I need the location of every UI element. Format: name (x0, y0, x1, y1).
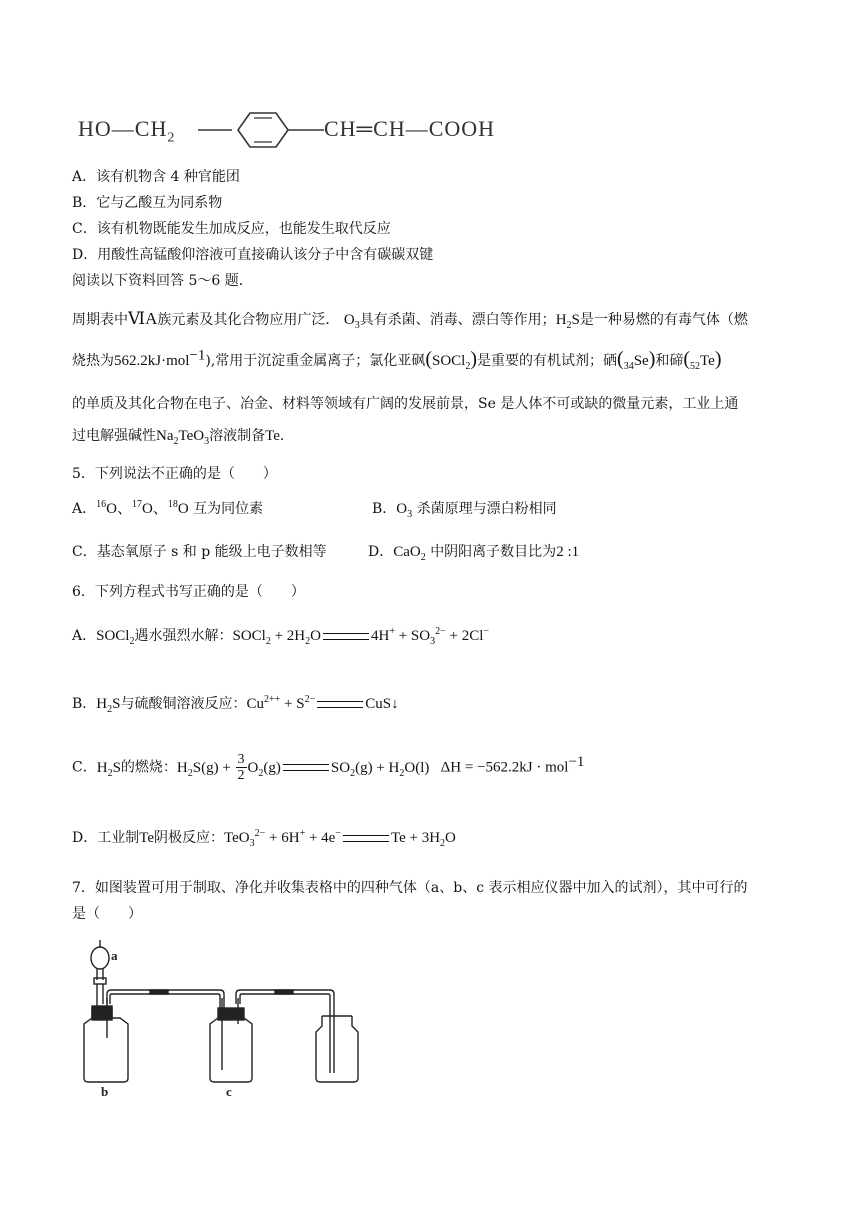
q4-option-a: A．该有机物含 4 种官能团 (72, 169, 240, 185)
reading-intro: 阅读以下资料回答 5～6 题． (72, 273, 253, 289)
formula-left-sub: 2 (167, 130, 176, 146)
formula-right: CH═CH—COOH (324, 116, 496, 141)
structural-formula (78, 116, 175, 146)
flask-b-icon (84, 998, 128, 1082)
formula-left: HO—CH (78, 116, 168, 141)
label-a: a (111, 948, 118, 963)
q6-option-d: D．工业制Te阴极反应：TeO$_3^{2-}$ + 6H+ + 4e− $Te + 3H_2O$ (72, 828, 456, 849)
q4-option-d: D．用酸性高锰酸仰溶液可直接确认该分子中含有碳碳双键 (72, 247, 434, 263)
q6-stem: 6．下列方程式书写正确的是（ ） (72, 584, 305, 600)
q5-stem: 5．下列说法不正确的是（ ） (72, 466, 277, 482)
passage-line-1: 周期表中ⅥA族元素及其化合物应用广泛． $O_3$具有杀菌、消毒、漂白等作用；$H_2S$是一种易燃的有毒气体（燃 (72, 309, 748, 331)
q5-option-d: D．CaO$_2$ 中阴阳离子数目比为2 :1 (368, 544, 580, 563)
gas-collecting-bottle-icon (316, 1016, 358, 1082)
q7-stem-line-1: 7．如图装置可用于制取、净化并收集表格中的四种气体（a、b、c 表示相应仪器中加入的试剂），其中可行的 (72, 880, 748, 896)
label-b: b (101, 1084, 109, 1099)
passage-line-4: 过电解强碱性$Na_2TeO_3$溶液制备Te. (72, 428, 285, 447)
q4-option-b: B．它与乙酸互为同系物 (72, 195, 223, 211)
benzene-ring-icon (198, 108, 328, 152)
q5-option-b: B．$O_3$ 杀菌原理与漂白粉相同 (372, 501, 557, 520)
gas-apparatus-diagram (70, 938, 370, 1103)
q6-option-c: C．$H_2S$的燃烧：$H_2S(g)$ + $\frac{3}{2}$ $O_2(g) SO_2(g) + H_2O(l) \Delta H = -562.2kJ \cdot mol^{-1}$ (72, 752, 585, 783)
passage-line-2: 烧热为562.2kJ·mol$^{-1}$),常用于沉淀重金属离子；氯化亚砜(SOCl$_2$)是重要的有机试剂；硒$(_{34}Se)$和碲$(_{52}Te)$ (72, 347, 722, 372)
q7-stem-line-2: 是（ ） (72, 906, 142, 922)
q5-option-a: A．$^{16}$O、$^{17}$O、$^{18}$O 互为同位素 (72, 499, 264, 517)
q5-option-c: C．基态氧原子 s 和 p 能级上电子数相等 (72, 544, 327, 560)
q4-option-c: C．该有机物既能发生加成反应，也能发生取代反应 (72, 221, 391, 237)
passage-line-3: 的单质及其化合物在电子、冶金、材料等领域有广阔的发展前景，Se 是人体不可或缺的微量元素，工业上通 (72, 396, 739, 412)
q6-option-b: B．$H_2S$与硫酸铜溶液反应：$Cu^{2++} + S^{2-}$ CuS↓ (72, 694, 399, 715)
q6-option-a: A．SOCl$_2$遇水强烈水解：SOCl$_2$ + $2H_2O$ $4H^+ + SO_3^{2-} + 2Cl^-$ (72, 626, 490, 647)
wash-bottle-c-icon (210, 998, 252, 1082)
label-c: c (226, 1084, 232, 1099)
